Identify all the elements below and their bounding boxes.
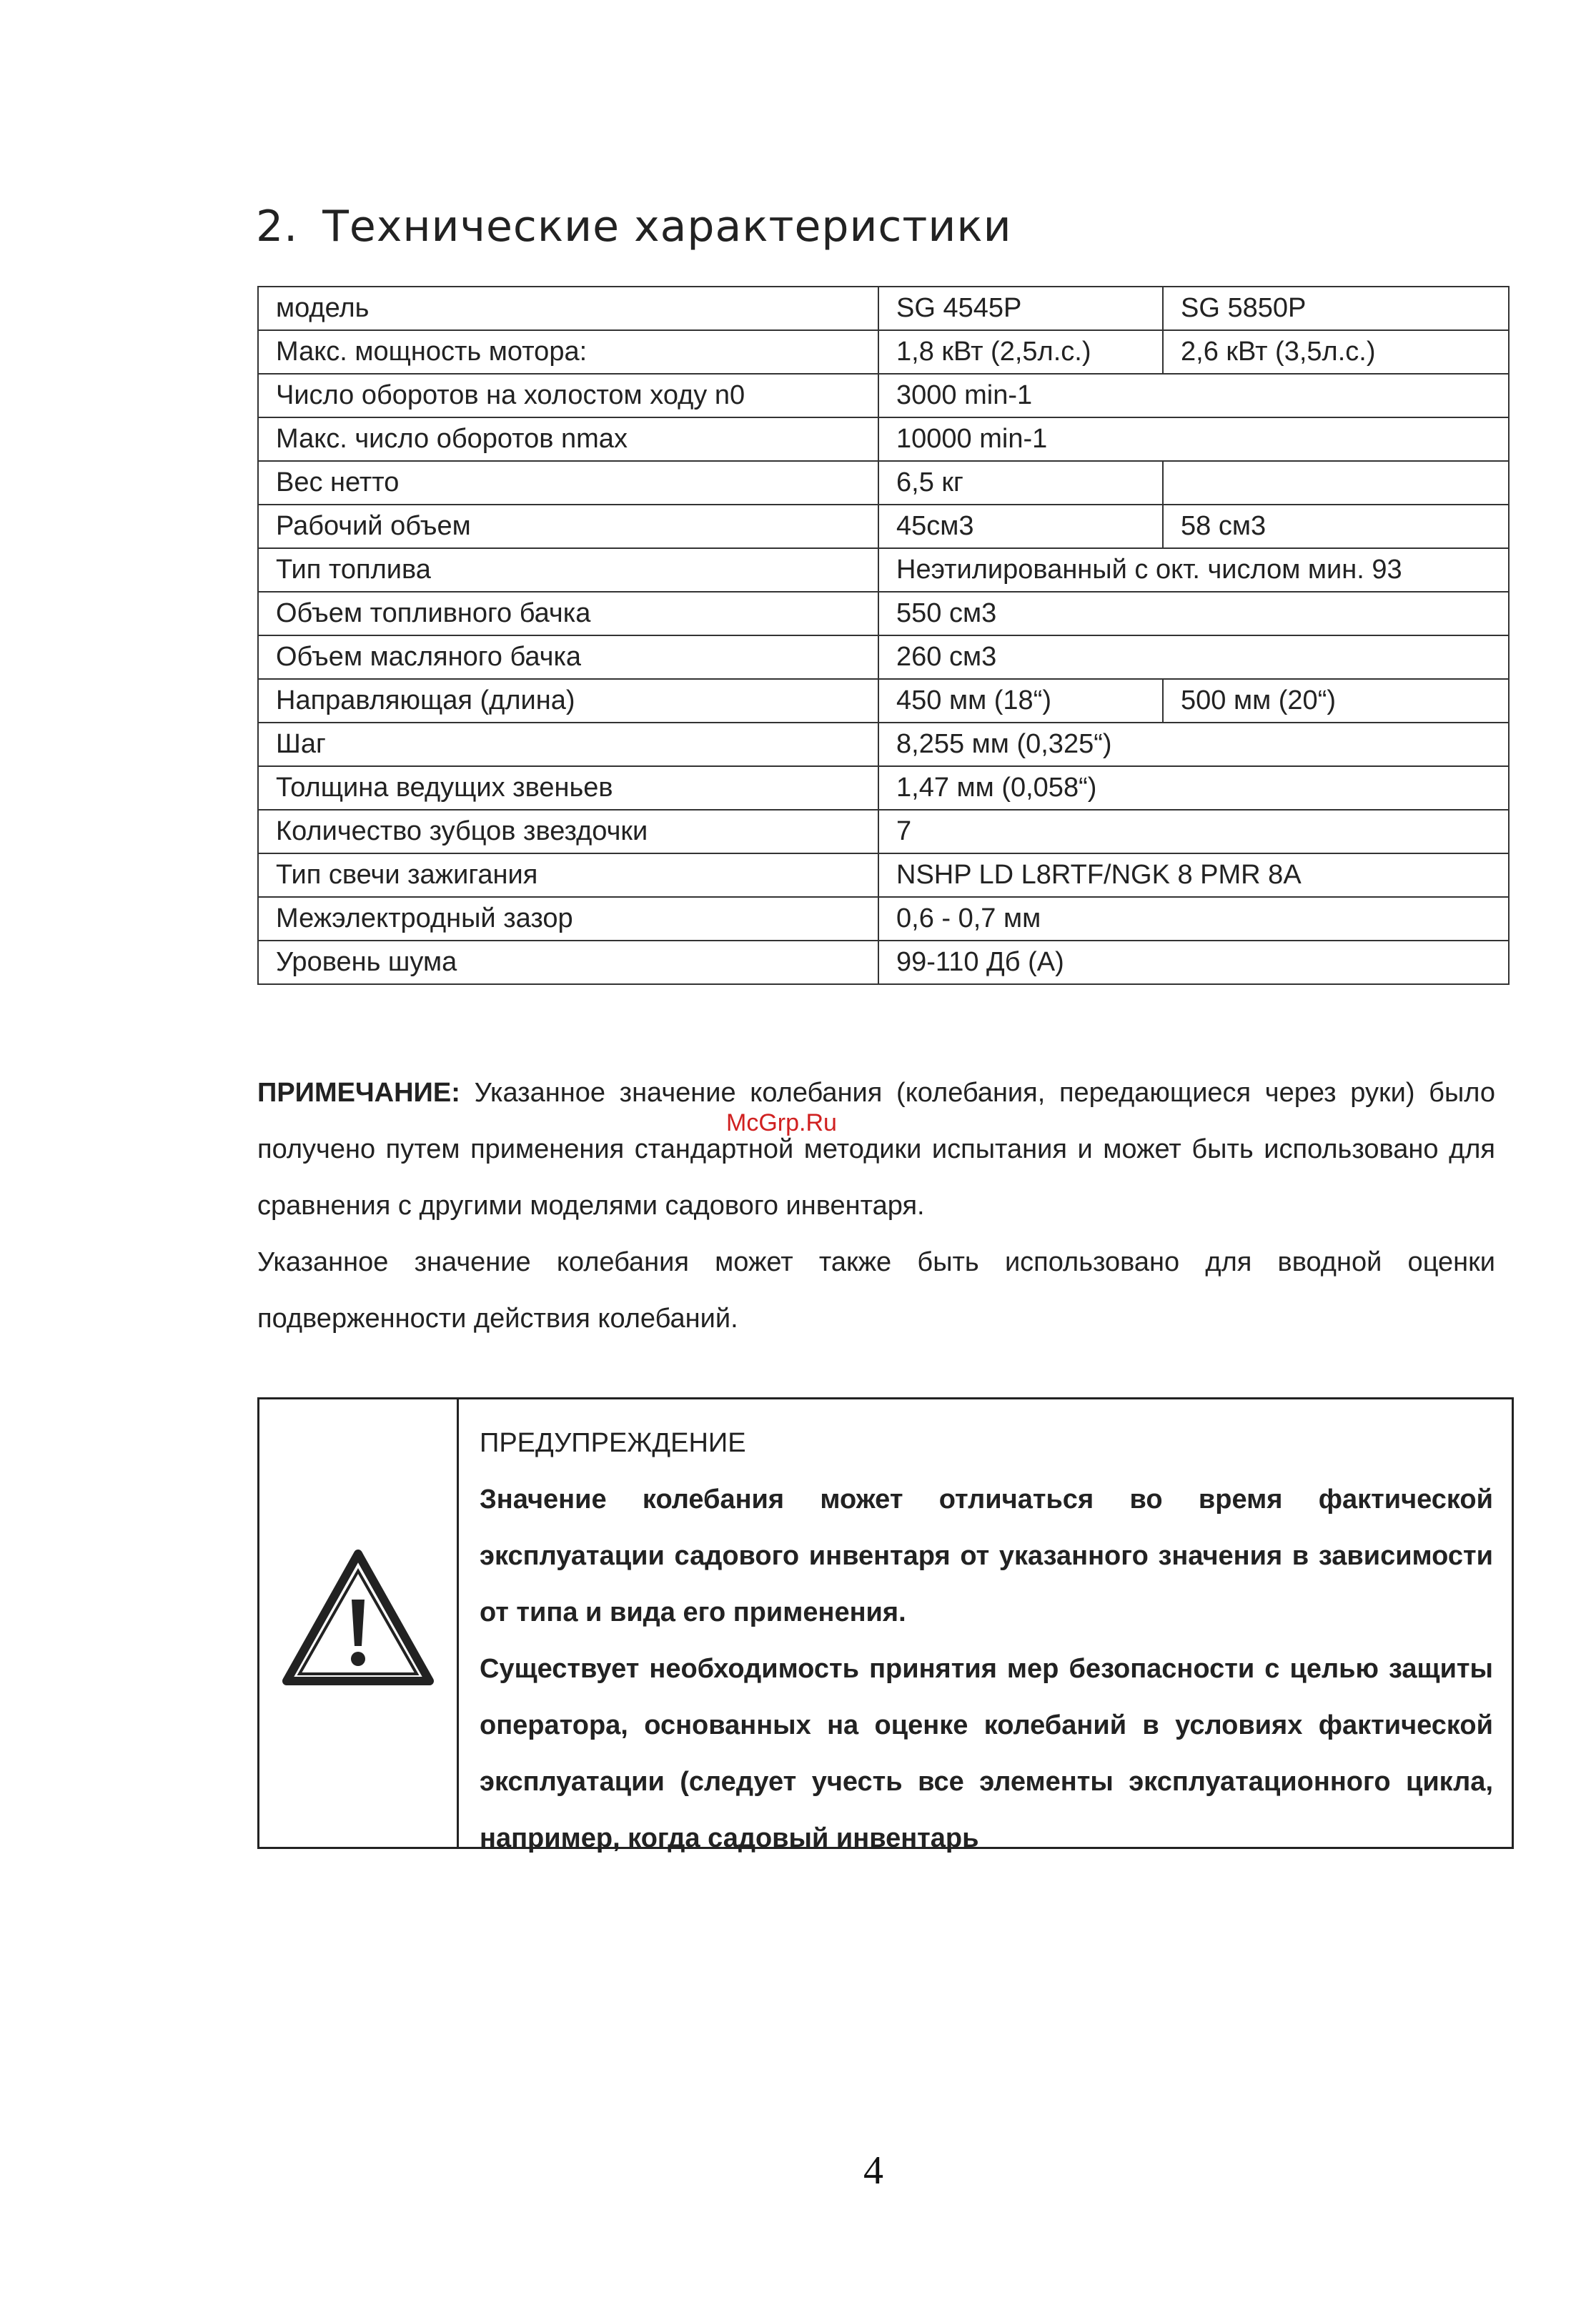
spec-value-alt: 500 мм (20“) — [1163, 679, 1509, 723]
spec-label: Объем топливного бачка — [258, 592, 878, 635]
spec-value: 450 мм (18“) — [878, 679, 1163, 723]
section-title-text: Технические характеристики — [322, 202, 1012, 252]
spec-row — [258, 505, 1509, 548]
spec-value: 1,47 мм (0,058“) — [878, 766, 1509, 810]
watermark: McGrp.Ru — [726, 1109, 837, 1136]
spec-row — [258, 592, 1509, 635]
spec-row — [258, 417, 1509, 461]
spec-row — [258, 635, 1509, 679]
spec-label: Макс. мощность мотора: — [258, 330, 878, 374]
spec-row — [258, 941, 1509, 984]
spec-label: Шаг — [258, 723, 878, 766]
note-label: ПРИМЕЧАНИЕ: — [257, 1078, 460, 1108]
spec-row — [258, 897, 1509, 941]
spec-row — [258, 766, 1509, 810]
spec-value: NSHP LD L8RTF/NGK 8 PMR 8A — [878, 853, 1509, 897]
spec-label: Количество зубцов звездочки — [258, 810, 878, 853]
warning-paragraph-2: Существует необходимость принятия мер безопасности с целью защиты оператора, основанных на оценке колебаний в условиях фактической эксплуатации (следует учесть все элементы эксплуатационного цикла, например, когда садовый инвентарь — [480, 1654, 1493, 1853]
spec-label: Межэлектродный зазор — [258, 897, 878, 941]
note-text-1: Указанное значение колебания (колебания, передающиеся через руки) было получено путем применения стандартной методики испытания и может быть использовано для сравнения с другими моделями садового инвентаря. — [257, 1078, 1495, 1221]
warning-paragraph-1: Значение колебания может отличаться во время фактической эксплуатации садового инвентаря от указанного значения в зависимости от типа и вида его применения. — [480, 1484, 1493, 1627]
spec-value: 99-110 Дб (A) — [878, 941, 1509, 984]
spec-row — [258, 723, 1509, 766]
note-text-2: Указанное значение колебания может также быть использовано для вводной оценки подверженности действия колебаний. — [257, 1247, 1495, 1334]
spec-label: Направляющая (длина) — [258, 679, 878, 723]
specs-table — [257, 286, 1510, 985]
spec-value: 7 — [878, 810, 1509, 853]
section-title — [256, 202, 1012, 252]
spec-value: 6,5 кг — [878, 461, 1163, 505]
spec-value: 260 см3 — [878, 635, 1509, 679]
spec-value: SG 4545P — [878, 287, 1163, 330]
section-number: 2. — [256, 202, 299, 252]
spec-value: 0,6 - 0,7 мм — [878, 897, 1509, 941]
spec-label: модель — [258, 287, 878, 330]
spec-label: Тип топлива — [258, 548, 878, 592]
spec-row — [258, 330, 1509, 374]
spec-value-alt — [1163, 461, 1509, 505]
spec-label: Тип свечи зажигания — [258, 853, 878, 897]
spec-label: Толщина ведущих звеньев — [258, 766, 878, 810]
spec-value-alt: SG 5850P — [1163, 287, 1509, 330]
spec-label: Число оборотов на холостом ходу n0 — [258, 374, 878, 417]
spec-value: 1,8 кВт (2,5л.с.) — [878, 330, 1163, 374]
spec-value: 550 см3 — [878, 592, 1509, 635]
note-block — [257, 1065, 1495, 1347]
spec-row — [258, 679, 1509, 723]
warning-title: ПРЕДУПРЕЖДЕНИЕ — [480, 1428, 746, 1458]
spec-label: Макс. число оборотов nmax — [258, 417, 878, 461]
spec-label: Объем масляного бачка — [258, 635, 878, 679]
spec-row — [258, 853, 1509, 897]
spec-label: Рабочий объем — [258, 505, 878, 548]
spec-row — [258, 287, 1509, 330]
spec-row — [258, 374, 1509, 417]
spec-row — [258, 548, 1509, 592]
spec-value: 3000 min-1 — [878, 374, 1509, 417]
spec-label: Уровень шума — [258, 941, 878, 984]
spec-value: 8,255 мм (0,325“) — [878, 723, 1509, 766]
spec-row — [258, 810, 1509, 853]
spec-value-alt: 58 см3 — [1163, 505, 1509, 548]
spec-label: Вес нетто — [258, 461, 878, 505]
page-number: 4 — [863, 2148, 883, 2193]
spec-value: Неэтилированный с окт. числом мин. 93 — [878, 548, 1509, 592]
spec-value-alt: 2,6 кВт (3,5л.с.) — [1163, 330, 1509, 374]
spec-value: 10000 min-1 — [878, 417, 1509, 461]
spec-value: 45см3 — [878, 505, 1163, 548]
warning-triangle-icon — [282, 1550, 434, 1685]
warning-icon-cell — [259, 1399, 459, 1847]
warning-box — [257, 1397, 1514, 1853]
warning-text — [480, 1415, 1493, 1867]
spec-row — [258, 461, 1509, 505]
